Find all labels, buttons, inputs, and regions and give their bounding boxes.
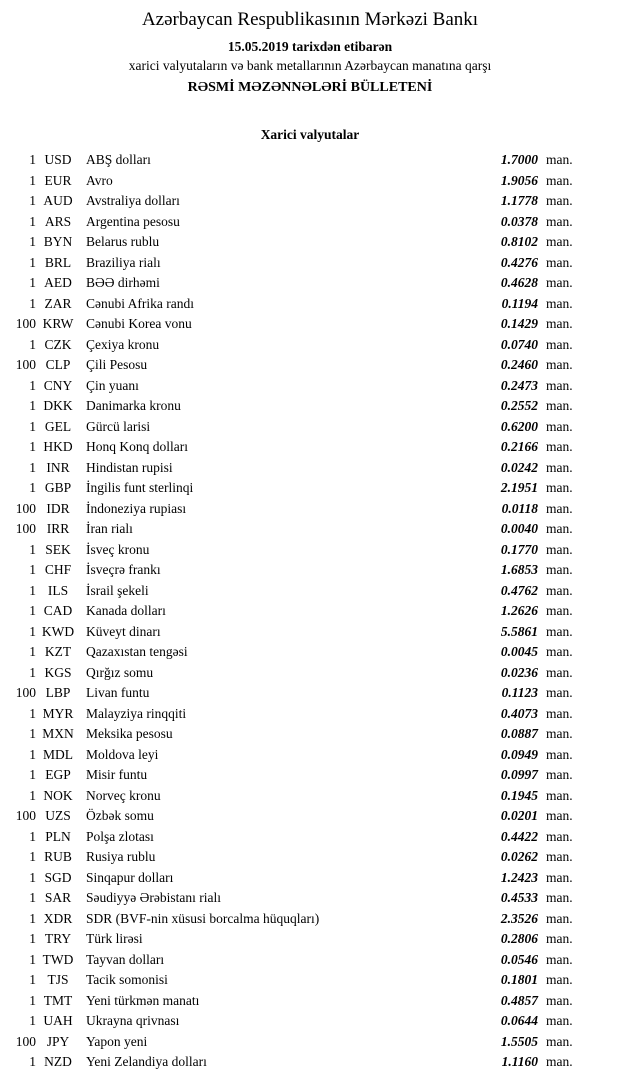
table-row: [0, 212, 620, 233]
rate-value-cell: 0.2166: [500, 439, 538, 454]
unit-cell: man.: [546, 316, 573, 331]
currency-code-cell: GBP: [44, 480, 72, 495]
rate-value-cell: 0.4533: [500, 890, 538, 905]
rate-value-cell: 0.8102: [500, 234, 538, 249]
rate-value-cell: 0.0740: [500, 336, 538, 352]
rate-value-cell: 0.0997: [500, 767, 538, 782]
table-row: [0, 724, 620, 745]
quantity-cell: 1: [29, 992, 36, 1008]
currency-name-cell: Kanada dolları: [86, 603, 166, 618]
quantity-cell: 100: [15, 500, 36, 516]
rate-value-cell: 0.1945: [500, 787, 538, 803]
table-row: [0, 519, 620, 540]
table-row: [0, 478, 620, 499]
table-row: [0, 191, 620, 212]
currency-name-cell: BƏƏ dirhəmi: [86, 275, 160, 290]
quantity-cell: 1: [29, 213, 36, 229]
unit-cell: man.: [546, 685, 573, 700]
rate-value-cell: 0.1123: [501, 685, 538, 700]
rate-value-cell: 1.1778: [500, 193, 538, 208]
rate-value-cell: 0.0040: [500, 521, 538, 536]
currency-name-cell: Honq Konq dolları: [86, 439, 188, 454]
rate-value-cell: 0.6200: [500, 418, 538, 434]
rate-value-cell: 1.5505: [500, 1033, 538, 1049]
currency-code-cell: ARS: [44, 213, 72, 229]
currency-name-cell: Çexiya kronu: [86, 336, 160, 352]
unit-cell: man.: [546, 1033, 573, 1049]
currency-name-cell: Norveç kronu: [86, 787, 161, 803]
rate-value-cell: 0.1194: [501, 295, 538, 311]
exchange-rates-table: [0, 150, 620, 1073]
table-row: [0, 273, 620, 294]
unit-cell: man.: [546, 726, 573, 741]
unit-cell: man.: [546, 275, 573, 290]
unit-cell: man.: [546, 808, 573, 823]
currency-code-cell: SEK: [45, 541, 71, 557]
unit-cell: man.: [546, 705, 573, 721]
rate-value-cell: 0.0949: [500, 746, 538, 762]
table-row: [0, 868, 620, 889]
table-row: [0, 991, 620, 1012]
table-row: [0, 847, 620, 868]
unit-cell: man.: [546, 787, 573, 803]
rate-value-cell: 0.0118: [501, 500, 538, 516]
currency-code-cell: CAD: [43, 603, 73, 618]
currency-code-cell: TRY: [44, 931, 72, 946]
currency-name-cell: Tayvan dolları: [86, 951, 165, 967]
document-subtitle: xarici valyutaların və bank metallarının Azərbaycan manatına qarşı: [128, 58, 492, 73]
quantity-cell: 1: [29, 828, 36, 844]
unit-cell: man.: [546, 521, 573, 536]
table-row: [0, 601, 620, 622]
quantity-cell: 1: [29, 726, 36, 741]
quantity-cell: 100: [15, 316, 36, 331]
currency-code-cell: BRL: [44, 254, 72, 270]
unit-cell: man.: [546, 254, 573, 270]
table-row: [0, 950, 620, 971]
rate-value-cell: 5.5861: [500, 623, 538, 639]
rate-value-cell: 0.2552: [500, 398, 538, 413]
currency-code-cell: UZS: [45, 808, 71, 823]
currency-code-cell: GEL: [44, 418, 72, 434]
table-row: [0, 745, 620, 766]
quantity-cell: 1: [29, 480, 36, 495]
quantity-cell: 1: [29, 295, 36, 311]
currency-name-cell: SDR (BVF-nin xüsusi borcalma hüquqları): [86, 910, 320, 926]
currency-name-cell: Meksika pesosu: [86, 726, 173, 741]
rate-value-cell: 0.2806: [500, 931, 538, 946]
table-row: [0, 376, 620, 397]
currency-code-cell: IDR: [46, 500, 70, 516]
unit-cell: man.: [546, 951, 573, 967]
rate-value-cell: 0.0644: [500, 1013, 538, 1028]
currency-code-cell: MDL: [43, 746, 73, 762]
unit-cell: man.: [546, 193, 573, 208]
currency-name-cell: Küveyt dinarı: [86, 623, 161, 639]
unit-cell: man.: [546, 336, 573, 352]
quantity-cell: 100: [15, 685, 36, 700]
rate-value-cell: 0.4073: [500, 705, 538, 721]
quantity-cell: 100: [15, 521, 36, 536]
quantity-cell: 1: [29, 931, 36, 946]
unit-cell: man.: [546, 234, 573, 249]
unit-cell: man.: [546, 562, 573, 577]
quantity-cell: 1: [29, 336, 36, 352]
currency-name-cell: Səudiyyə Ərəbistanı rialı: [86, 890, 221, 905]
currency-code-cell: CHF: [44, 562, 72, 577]
currency-name-cell: Cənubi Afrika randı: [86, 295, 194, 311]
unit-cell: man.: [546, 172, 573, 188]
rate-value-cell: 0.0378: [500, 213, 538, 229]
currency-name-cell: Belarus rublu: [86, 234, 160, 249]
quantity-cell: 1: [29, 193, 36, 208]
unit-cell: man.: [546, 439, 573, 454]
table-row: [0, 888, 620, 909]
currency-name-cell: Qazaxıstan tengəsi: [86, 644, 188, 659]
unit-cell: man.: [546, 398, 573, 413]
currency-code-cell: NZD: [44, 1054, 72, 1069]
table-row: [0, 335, 620, 356]
currency-code-cell: CNY: [43, 377, 73, 393]
table-row: [0, 540, 620, 561]
unit-cell: man.: [546, 746, 573, 762]
currency-code-cell: AUD: [43, 193, 73, 208]
effective-date-line: 15.05.2019 tarixdən etibarən: [227, 39, 393, 54]
table-row: [0, 396, 620, 417]
quantity-cell: 1: [29, 172, 36, 188]
currency-code-cell: LBP: [45, 685, 71, 700]
currency-code-cell: SAR: [44, 890, 72, 905]
table-row: [0, 827, 620, 848]
currency-code-cell: KRW: [42, 316, 74, 331]
quantity-cell: 100: [15, 357, 36, 372]
currency-code-cell: AED: [44, 275, 72, 290]
currency-name-cell: Yeni türkmən manatı: [86, 992, 200, 1008]
currency-name-cell: İsrail şekeli: [86, 582, 149, 598]
table-row: [0, 417, 620, 438]
table-row: [0, 171, 620, 192]
currency-code-cell: USD: [44, 152, 72, 167]
currency-code-cell: KGS: [44, 664, 72, 680]
table-row: [0, 458, 620, 479]
rate-value-cell: 1.2626: [500, 603, 538, 618]
quantity-cell: 1: [29, 234, 36, 249]
unit-cell: man.: [546, 152, 573, 167]
quantity-cell: 1: [29, 951, 36, 967]
rate-value-cell: 0.0262: [500, 849, 538, 864]
quantity-cell: 100: [15, 808, 36, 823]
currency-name-cell: İngilis funt sterlinqi: [86, 480, 194, 495]
table-row: [0, 499, 620, 520]
currency-name-cell: Türk lirəsi: [86, 931, 143, 946]
currency-name-cell: İran rialı: [86, 521, 133, 536]
quantity-cell: 1: [29, 705, 36, 721]
quantity-cell: 1: [29, 459, 36, 475]
currency-name-cell: Yapon yeni: [86, 1033, 148, 1049]
currency-code-cell: CZK: [44, 336, 72, 352]
quantity-cell: 1: [29, 418, 36, 434]
quantity-cell: 1: [29, 582, 36, 598]
rate-value-cell: 0.0201: [500, 808, 538, 823]
rate-value-cell: 0.1770: [500, 541, 538, 557]
table-row: [0, 909, 620, 930]
table-row: [0, 1032, 620, 1053]
table-row: [0, 786, 620, 807]
currency-name-cell: İndoneziya rupiası: [86, 500, 187, 516]
currency-code-cell: MYR: [42, 705, 74, 721]
table-row: [0, 765, 620, 786]
currency-code-cell: JPY: [46, 1033, 70, 1049]
unit-cell: man.: [546, 664, 573, 680]
currency-name-cell: Polşa zlotası: [86, 828, 154, 844]
rate-value-cell: 0.4276: [500, 254, 538, 270]
currency-code-cell: KWD: [41, 623, 75, 639]
currency-code-cell: NOK: [43, 787, 73, 803]
currency-code-cell: PLN: [45, 828, 71, 844]
rate-value-cell: 0.4857: [500, 992, 538, 1008]
currency-code-cell: EGP: [45, 767, 71, 782]
rate-value-cell: 0.0546: [500, 951, 538, 967]
currency-name-cell: Danimarka kronu: [86, 398, 181, 413]
unit-cell: man.: [546, 213, 573, 229]
rate-value-cell: 0.0045: [500, 644, 538, 659]
currency-code-cell: INR: [46, 459, 70, 475]
table-row: [0, 1011, 620, 1032]
currency-code-cell: EUR: [44, 172, 72, 188]
rate-value-cell: 0.4762: [500, 582, 538, 598]
table-row: [0, 1052, 620, 1073]
table-row: [0, 970, 620, 991]
quantity-cell: 1: [29, 439, 36, 454]
table-row: [0, 355, 620, 376]
quantity-cell: 1: [29, 664, 36, 680]
currency-code-cell: BYN: [43, 234, 73, 249]
currency-name-cell: Qırğız somu: [86, 664, 154, 680]
unit-cell: man.: [546, 828, 573, 844]
currency-name-cell: Çili Pesosu: [86, 357, 148, 372]
currency-name-cell: Hindistan rupisi: [86, 459, 173, 475]
currency-code-cell: TJS: [47, 972, 69, 987]
quantity-cell: 1: [29, 849, 36, 864]
quantity-cell: 1: [29, 890, 36, 905]
currency-code-cell: ILS: [47, 582, 69, 598]
unit-cell: man.: [546, 644, 573, 659]
quantity-cell: 1: [29, 377, 36, 393]
table-row: [0, 437, 620, 458]
unit-cell: man.: [546, 541, 573, 557]
currency-code-cell: TWD: [42, 951, 74, 967]
currency-name-cell: Tacik somonisi: [86, 972, 168, 987]
rate-value-cell: 0.0236: [500, 664, 538, 680]
bulletin-title: RƏSMİ MƏZƏNNƏLƏRİ BÜLLETENİ: [187, 80, 433, 95]
currency-name-cell: Livan funtu: [86, 685, 150, 700]
document-header: [0, 8, 620, 98]
currency-name-cell: ABŞ dolları: [86, 152, 151, 167]
currency-code-cell: CLP: [45, 357, 71, 372]
table-row: [0, 806, 620, 827]
unit-cell: man.: [546, 480, 573, 495]
table-row: [0, 232, 620, 253]
currency-name-cell: Özbək somu: [86, 808, 154, 823]
rate-value-cell: 0.0242: [500, 459, 538, 475]
rate-value-cell: 2.1951: [500, 480, 538, 495]
currency-code-cell: XDR: [43, 910, 73, 926]
currency-name-cell: Ukrayna qrivnası: [86, 1013, 180, 1028]
rate-value-cell: 1.6853: [500, 562, 538, 577]
currency-name-cell: Moldova leyi: [86, 746, 159, 762]
rate-value-cell: 0.1801: [500, 972, 538, 987]
unit-cell: man.: [546, 459, 573, 475]
unit-cell: man.: [546, 849, 573, 864]
unit-cell: man.: [546, 1054, 573, 1069]
currency-code-cell: UAH: [43, 1013, 73, 1028]
quantity-cell: 1: [29, 1054, 36, 1069]
rate-value-cell: 1.2423: [500, 869, 538, 885]
table-row: [0, 581, 620, 602]
currency-name-cell: Rusiya rublu: [86, 849, 156, 864]
table-row: [0, 622, 620, 643]
table-row: [0, 929, 620, 950]
unit-cell: man.: [546, 910, 573, 926]
unit-cell: man.: [546, 582, 573, 598]
currency-name-cell: Sinqapur dolları: [86, 869, 174, 885]
unit-cell: man.: [546, 767, 573, 782]
currency-name-cell: Yeni Zelandiya dolları: [86, 1054, 207, 1069]
currency-name-cell: Argentina pesosu: [86, 213, 180, 229]
page-title: Azərbaycan Respublikasının Mərkəzi Bankı: [141, 9, 479, 30]
quantity-cell: 1: [29, 254, 36, 270]
unit-cell: man.: [546, 931, 573, 946]
unit-cell: man.: [546, 890, 573, 905]
currency-code-cell: DKK: [43, 398, 73, 413]
unit-cell: man.: [546, 603, 573, 618]
quantity-cell: 1: [29, 1013, 36, 1028]
table-row: [0, 642, 620, 663]
quantity-cell: 1: [29, 767, 36, 782]
currency-name-cell: İsveçrə frankı: [86, 562, 161, 577]
quantity-cell: 1: [29, 869, 36, 885]
rate-value-cell: 2.3526: [500, 910, 538, 926]
currency-name-cell: Cənubi Korea vonu: [86, 316, 192, 331]
quantity-cell: 100: [15, 1033, 36, 1049]
quantity-cell: 1: [29, 787, 36, 803]
unit-cell: man.: [546, 357, 573, 372]
currency-name-cell: Malayziya rinqqiti: [86, 705, 187, 721]
quantity-cell: 1: [29, 972, 36, 987]
currency-code-cell: IRR: [46, 521, 70, 536]
rate-value-cell: 0.0887: [500, 726, 538, 741]
currency-name-cell: Gürcü larisi: [86, 418, 151, 434]
unit-cell: man.: [546, 972, 573, 987]
rate-value-cell: 0.2473: [500, 377, 538, 393]
unit-cell: man.: [546, 418, 573, 434]
currency-code-cell: HKD: [43, 439, 73, 454]
currency-code-cell: ZAR: [44, 295, 72, 311]
quantity-cell: 1: [29, 603, 36, 618]
unit-cell: man.: [546, 500, 573, 516]
currency-code-cell: SGD: [44, 869, 72, 885]
currency-code-cell: RUB: [44, 849, 72, 864]
currency-code-cell: TMT: [43, 992, 73, 1008]
currency-name-cell: İsveç kronu: [86, 541, 150, 557]
quantity-cell: 1: [29, 541, 36, 557]
table-row: [0, 150, 620, 171]
currency-name-cell: Misir funtu: [86, 767, 148, 782]
quantity-cell: 1: [29, 562, 36, 577]
rate-value-cell: 1.7000: [500, 152, 538, 167]
currency-name-cell: Braziliya rialı: [86, 254, 161, 270]
quantity-cell: 1: [29, 152, 36, 167]
unit-cell: man.: [546, 295, 573, 311]
unit-cell: man.: [546, 623, 573, 639]
currency-name-cell: Çin yuanı: [86, 377, 139, 393]
quantity-cell: 1: [29, 275, 36, 290]
quantity-cell: 1: [29, 746, 36, 762]
unit-cell: man.: [546, 1013, 573, 1028]
currency-code-cell: MXN: [42, 726, 74, 741]
table-row: [0, 683, 620, 704]
currency-code-cell: KZT: [44, 644, 72, 659]
rate-value-cell: 0.2460: [500, 357, 538, 372]
table-row: [0, 314, 620, 335]
rate-value-cell: 0.1429: [500, 316, 538, 331]
quantity-cell: 1: [29, 644, 36, 659]
section-title-foreign-currencies: Xarici valyutalar: [260, 127, 360, 142]
quantity-cell: 1: [29, 623, 36, 639]
table-row: [0, 294, 620, 315]
currency-name-cell: Avstraliya dolları: [86, 193, 180, 208]
unit-cell: man.: [546, 377, 573, 393]
rate-value-cell: 1.9056: [500, 172, 538, 188]
rate-value-cell: 0.4422: [500, 828, 538, 844]
rate-value-cell: 1.1160: [501, 1054, 538, 1069]
table-row: [0, 663, 620, 684]
quantity-cell: 1: [29, 910, 36, 926]
table-row: [0, 253, 620, 274]
quantity-cell: 1: [29, 398, 36, 413]
unit-cell: man.: [546, 869, 573, 885]
rate-value-cell: 0.4628: [500, 275, 538, 290]
unit-cell: man.: [546, 992, 573, 1008]
currency-name-cell: Avro: [86, 172, 113, 188]
table-row: [0, 704, 620, 725]
table-row: [0, 560, 620, 581]
